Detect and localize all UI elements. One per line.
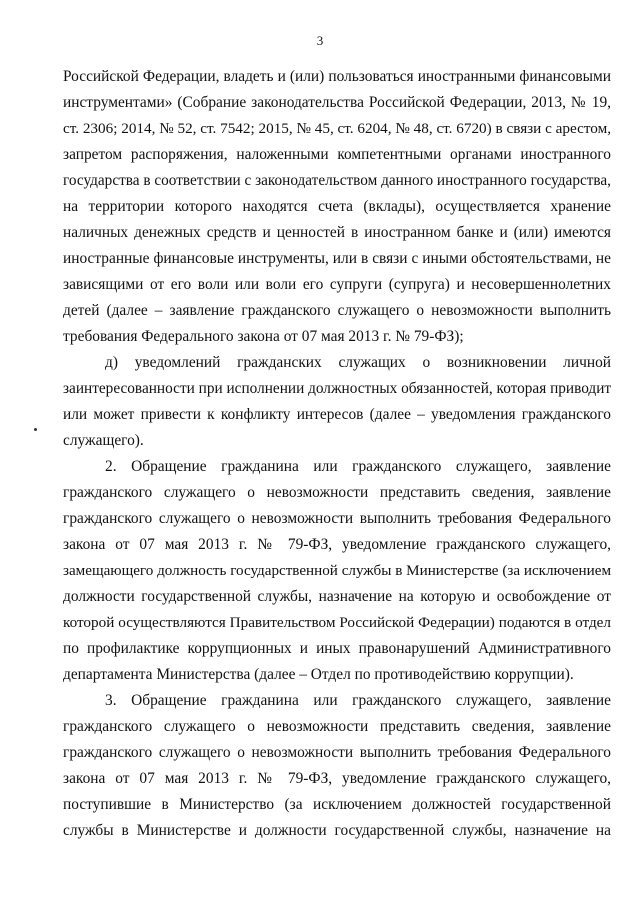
text-line: служащего). bbox=[63, 432, 144, 449]
text-line: д) уведомлений гражданских служащих о возникновении личной bbox=[105, 354, 611, 371]
text-line: закона от 07 мая 2013 г. № 79-ФЗ, уведомление гражданского служащего, bbox=[63, 536, 611, 553]
text-line: заинтересованности при исполнении должностных обязанностей, которая приводит bbox=[63, 380, 612, 397]
text-line: наличных денежных средств и ценностей в иностранном банке и (или) имеются bbox=[63, 224, 611, 241]
text-line: ст. 2306; 2014, № 52, ст. 7542; 2015, № 45, ст. 6204, № 48, ст. 6720) в связи с арестом, bbox=[63, 120, 611, 137]
text-line: гражданского служащего о невозможности выполнить требования Федерального bbox=[63, 744, 611, 761]
text-line: детей (далее – заявление гражданского служащего о невозможности выполнить bbox=[63, 302, 611, 319]
text-line: замещающего должность государственной службы в Министерстве (за исключением bbox=[63, 563, 611, 579]
text-line: государства в соответствии с законодательством данного иностранного государства, bbox=[63, 172, 611, 189]
text-line: 2. Обращение гражданина или гражданского служащего, заявление bbox=[105, 458, 611, 475]
scan-speck bbox=[34, 428, 37, 431]
text-line: 3. Обращение гражданина или гражданского служащего, заявление bbox=[105, 692, 611, 709]
text-line: службы в Министерстве и должности государственной службы, назначение на bbox=[63, 822, 611, 839]
text-line: Российской Федерации, владеть и (или) пользоваться иностранными финансовыми bbox=[63, 68, 611, 85]
text-line: гражданского служащего о невозможности выполнить требования Федерального bbox=[63, 510, 611, 527]
text-line: департамента Министерства (далее – Отдел по противодействию коррупции). bbox=[63, 666, 574, 683]
text-line: зависящими от его воли или воли его супруги (супруга) и несовершеннолетних bbox=[63, 276, 611, 293]
text-line: иностранные финансовые инструменты, или в связи с иными обстоятельствами, не bbox=[63, 250, 611, 267]
text-line: на территории которого находятся счета (вклады), осуществляется хранение bbox=[63, 198, 611, 215]
text-line: поступившие в Министерство (за исключением должностей государственной bbox=[63, 796, 611, 813]
text-line: гражданского служащего о невозможности представить сведения, заявление bbox=[63, 484, 611, 501]
text-line: гражданского служащего о невозможности представить сведения, заявление bbox=[63, 718, 611, 735]
text-line: или может привести к конфликту интересов (далее – уведомления гражданского bbox=[63, 406, 611, 423]
text-line: требования Федерального закона от 07 мая 2013 г. № 79-ФЗ); bbox=[63, 328, 464, 345]
text-line: инструментами» (Собрание законодательства Российской Федерации, 2013, № 19, bbox=[63, 94, 611, 111]
page-number: 3 bbox=[316, 33, 324, 48]
text-line: закона от 07 мая 2013 г. № 79-ФЗ, уведомление гражданского служащего, bbox=[63, 770, 611, 787]
text-line: запретом распоряжения, наложенными компетентными органами иностранного bbox=[63, 146, 611, 163]
text-line: по профилактике коррупционных и иных правонарушений Административного bbox=[63, 640, 611, 657]
text-line: должности государственной службы, назначение на которую и освобождение от bbox=[63, 588, 611, 605]
text-line: которой осуществляются Правительством Российской Федерации) подаются в отдел bbox=[63, 614, 611, 631]
